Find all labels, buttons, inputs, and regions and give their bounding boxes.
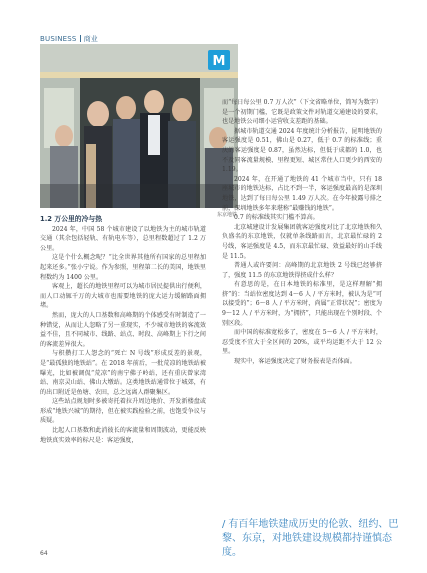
section-title: 1.2 万公里的冷与热 (40, 215, 102, 223)
header-divider (80, 35, 81, 42)
left-paragraph-3: 客观上，超长的地铁里程可以为城市居民提供出行便利，而人口动辄千万的大城市也需要地铁的庞大运力缓解路面拥堵。 (40, 283, 206, 310)
right-paragraph-1: 而“每日每公里 0.7 万人次”（下文省略单位，简写为数字）是一个初期门槛，它既是政策文件对轨道交通建设的要求，也是地铁公司细小运营收支差距的基础。 (222, 99, 382, 126)
left-paragraph-4: 然而，庞大的人口基数和高峰期的个体感受有时制造了一种错觉，从而让人忽略了另一重现实，不少城市地铁的客流效益不佳，且不同城市、线路、站点、时段、高峰期上下行之间的客流差异很大。 (40, 311, 206, 348)
right-column (222, 98, 382, 367)
svg-text:M: M (212, 54, 226, 69)
left-paragraph-5: 与积攒打工人怨念的“死亡 N 号线”形成反差的景观，是“最孤独的地铁站”。在 2018 年前后，一批荒凉的地铁站被曝光，比如被调侃“荒凉”的南宁佛子岭站，还有重庆曾家湾站、南京灵山站、佛山大墩站。这类地铁站通常位于城郊，有的出口附近是鱼塘、农田，总之远离人群聚集区。 (40, 350, 206, 396)
left-paragraph-1: 2024 年，中国 58 个城市建设了以地铁为主的城市轨道交通（其余包括轻轨、有轨电车等），总里程数超过了 1.2 万公里。 (40, 225, 206, 252)
header-brand: BUSINESS (40, 35, 77, 43)
right-paragraph-6: 普通人或许要问：高峰期的北京地铁 2 号线已经够挤了，强度 11.5 的东京地铁得挤成什么样？ (222, 262, 382, 279)
right-paragraph-9: 现实中，客运强度决定了财务报表是否体面。 (234, 358, 356, 366)
left-paragraph-7: 比起人口基数和此消彼长的客流量和周期波动，更能反映地铁真实效率的标尺是：客运强度， (40, 427, 206, 444)
left-paragraph-6: 这些站点规划时多被寄托着拉升周边地价、开发新楼盘或形成“地铁兴城”的期待，但在被实践检验之前，也饱受争议与质疑。 (40, 398, 206, 425)
right-paragraph-2: 据城市轨道交通 2024 年度统计分析报告，昆明地铁的客运强度是 0.51，佛山是 0.27，低于 0.7 的标准线；重庆的客运强度是 0.87，虽然达标，但低于成都的 1.0，也不及同客流量规模、里程更短、城区常住人口更少的西安的 1.19。 (222, 127, 382, 174)
right-paragraph-3: 2024 年，在开通了地铁的 41 个城市当中，只有 18 座城市的地铁达标，占比不到一半，客运强度最高的是深圳地铁，达到了每日每公里 1.49 万人次。在今年披露号排之前，深圳地铁多年来堪称“最赚钱的地铁”。 (222, 175, 382, 212)
pull-quote-text: 有百年地铁建成历史的伦敦、纽约、巴黎、东京，对地铁建设规模都持谨慎态度。 (222, 519, 399, 558)
right-paragraph-4: 0.7 的标准线其实门槛不算高。 (234, 214, 319, 222)
page-number: 64 (40, 550, 48, 557)
header-section: 商业 (83, 35, 98, 43)
right-paragraph-7: 有意思的是，在日本地铁的标准里，是这样理解“拥挤”的：当站位密度达到 4～6 人 / 平方米时，被认为是“可以接受的”；6～8 人 / 平方米时，尚属“正常状况”；密度为 9～12 人 / 平方米时，为“拥挤”，只能出现在个别时段、个别区段。 (222, 281, 382, 327)
running-header (40, 34, 98, 44)
left-paragraph-2: 这是个什么概念呢？“比全世界其他所有国家的总里程加起来还多。”张小宁说。作为参照，里程第二长的美国，地铁里程数约为 1400 公里。 (40, 254, 206, 281)
subway-photo (40, 44, 238, 208)
right-paragraph-5: 北京城建设计发展集团就客运强度对比了北京地铁和久负盛名的东京地铁，仅就单条线路而言，北京最忙碌的 2 号线，客运强度是 4.5，而东京最忙碌、效益最好的山手线是 11.5。 (222, 223, 382, 260)
photo-caption: 东京地铁 (216, 212, 237, 218)
right-paragraph-8: 而中国的标准宽松多了，密度在 5～6 人 / 平方米时，忍受度不宜大于全区间的 20%，或平均运距不大于 12 公里。 (222, 329, 382, 356)
pull-quote (222, 518, 407, 560)
pull-quote-slash-icon: / (222, 519, 226, 530)
left-column (40, 215, 206, 445)
